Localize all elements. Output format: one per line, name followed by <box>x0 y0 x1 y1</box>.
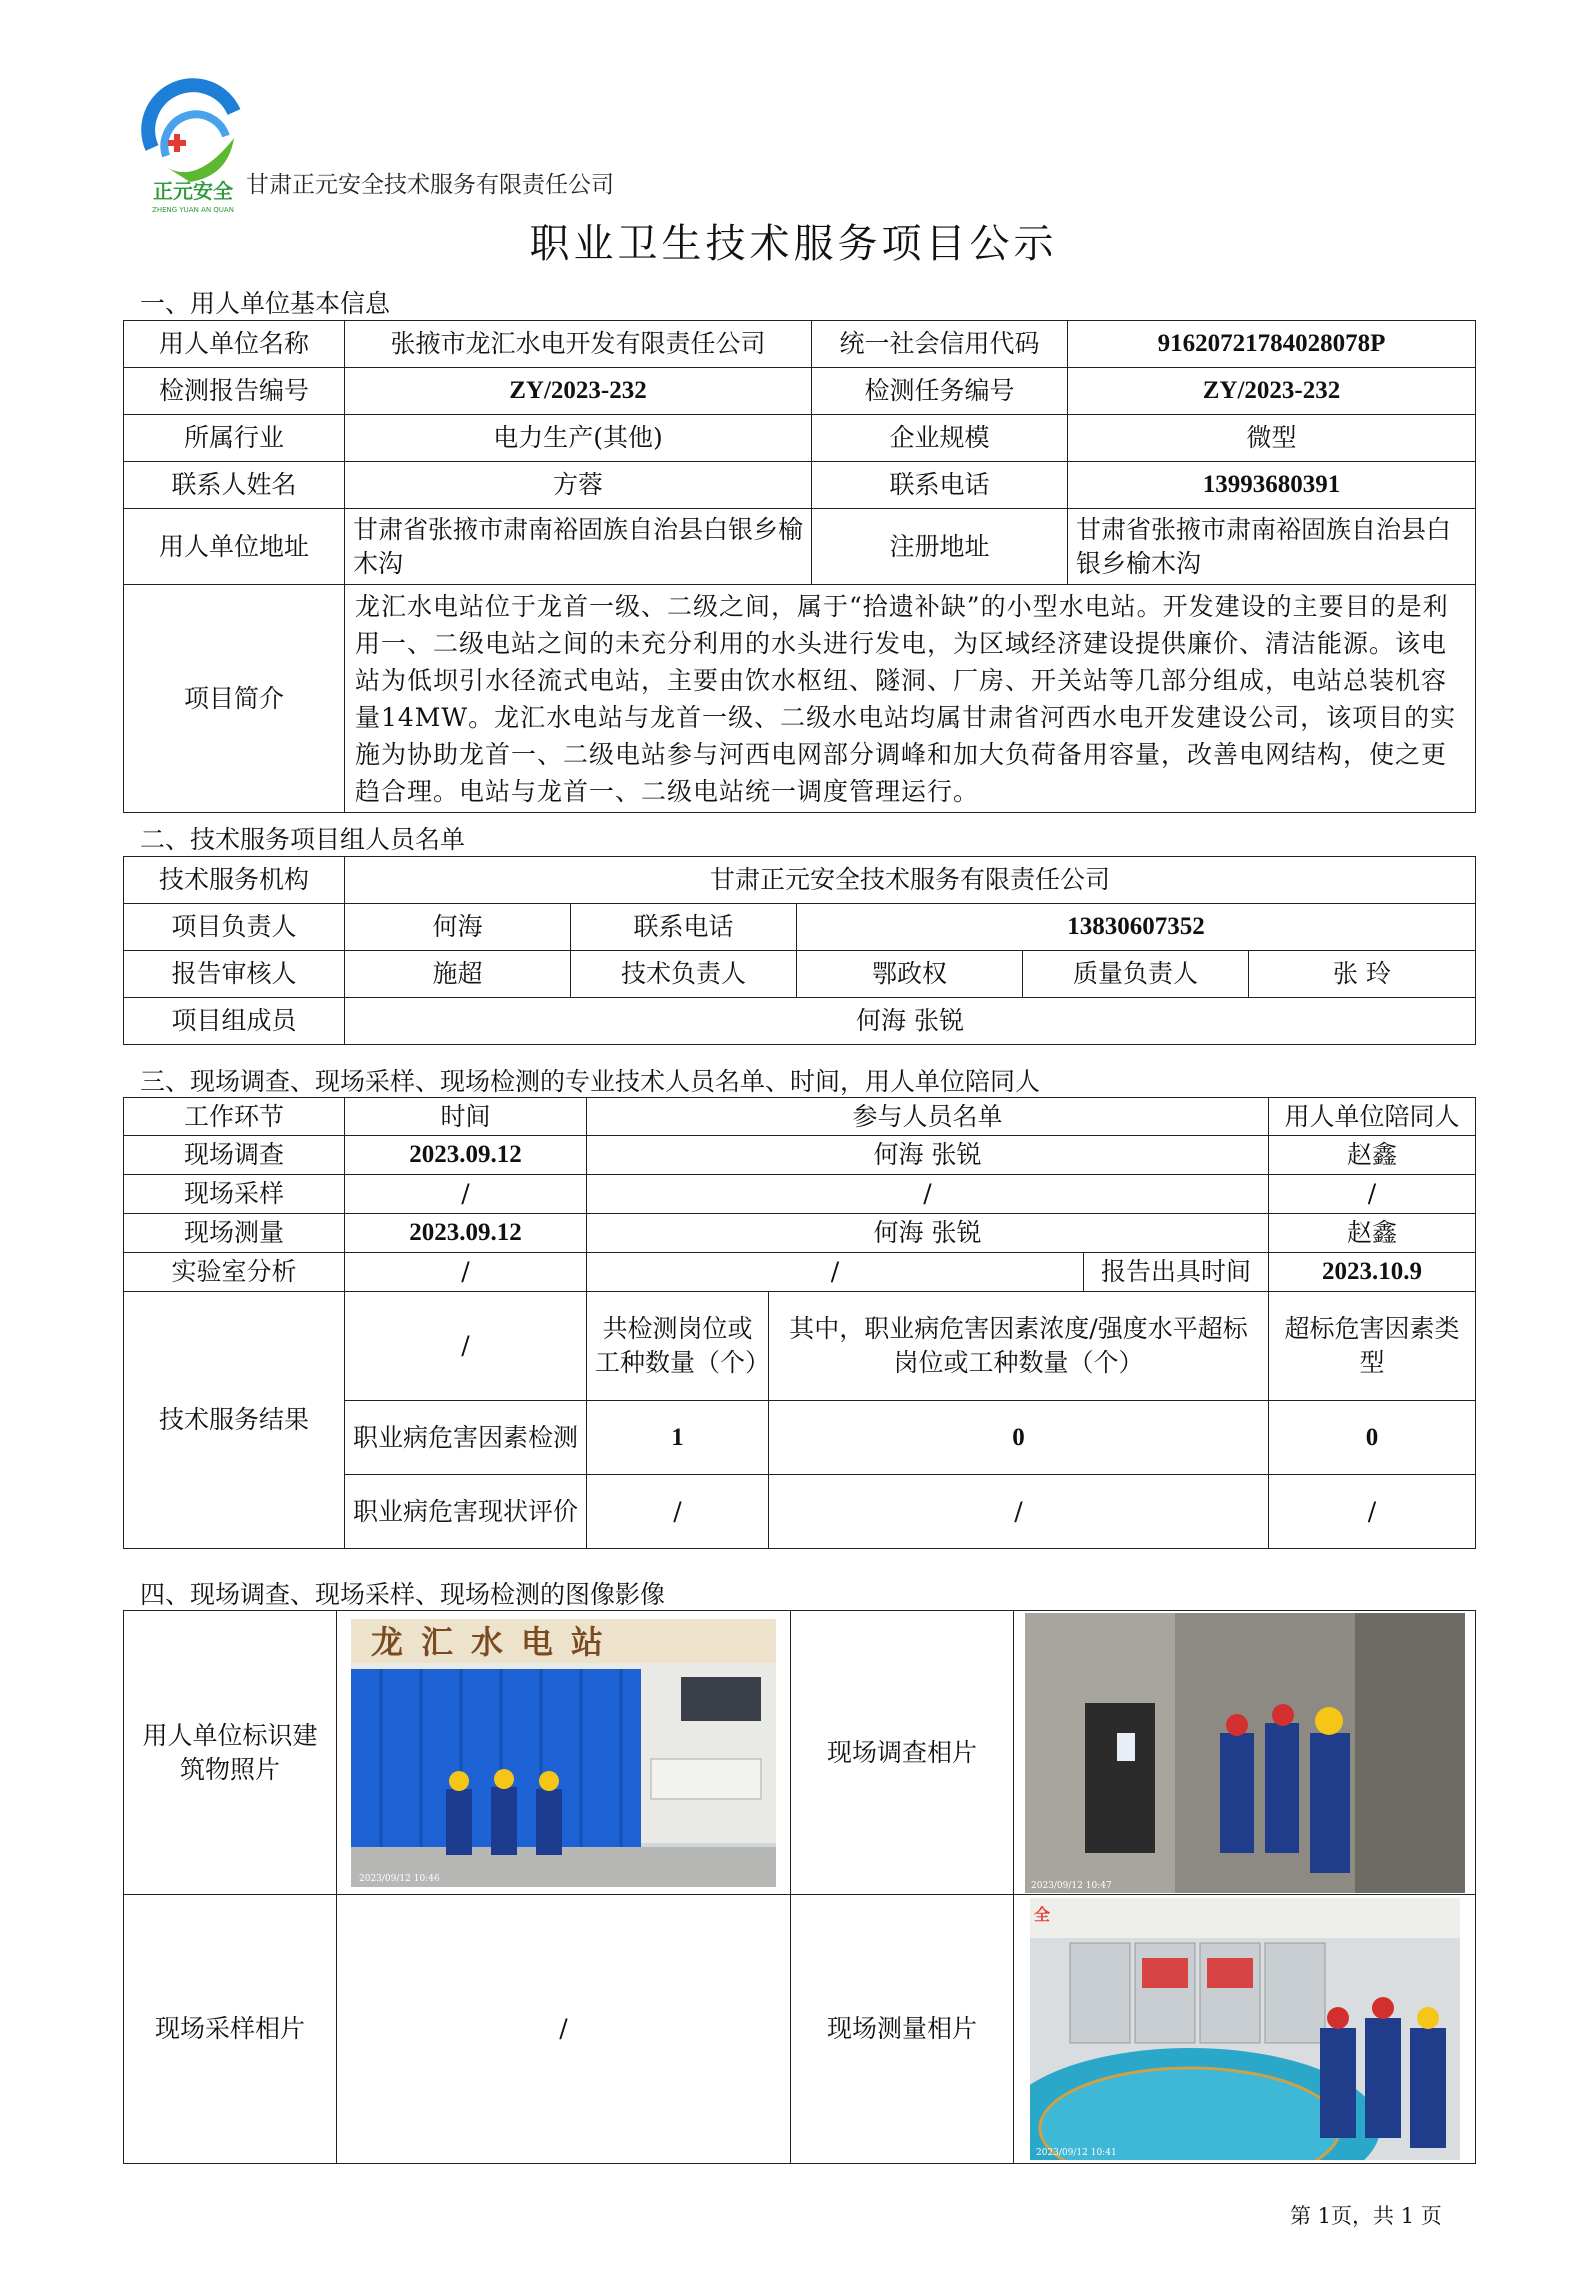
company-name: 甘肃正元安全技术服务有限责任公司 <box>246 172 614 198</box>
quality-label: 质量负责人 <box>1023 951 1249 998</box>
scale: 微型 <box>1068 415 1476 462</box>
credit-code: 91620721784028078P <box>1068 321 1476 368</box>
escort-cell: / <box>1269 1175 1476 1214</box>
svg-text:正元安全: 正元安全 <box>153 179 233 203</box>
unit-name: 张掖市龙汇水电开发有限责任公司 <box>345 321 812 368</box>
table-row <box>124 1136 1476 1175</box>
report-time: 2023.10.9 <box>1269 1253 1476 1292</box>
section-4-heading: 四、现场调查、现场采样、现场检测的图像影像 <box>140 1580 666 1609</box>
reg-address-label: 注册地址 <box>812 509 1068 585</box>
task-no-label: 检测任务编号 <box>812 368 1068 415</box>
members-label: 项目组成员 <box>124 998 345 1045</box>
report-reviewer: 施超 <box>345 951 571 998</box>
intro-label: 项目简介 <box>124 585 345 813</box>
svg-text:2023/09/12 10:47: 2023/09/12 10:47 <box>1030 1880 1112 1891</box>
industry: 电力生产(其他) <box>345 415 812 462</box>
result-type-cell: / <box>1269 1475 1476 1549</box>
people-header: 参与人员名单 <box>587 1098 1269 1136</box>
report-no-label: 检测报告编号 <box>124 368 345 415</box>
svg-text:ZHENG YUAN AN QUAN: ZHENG YUAN AN QUAN <box>152 206 234 214</box>
leader-phone: 13830607352 <box>797 904 1476 951</box>
result-exceed-cell: 0 <box>769 1401 1269 1475</box>
time-cell: 2023.09.12 <box>345 1214 587 1253</box>
measure-photo-label: 现场测量相片 <box>791 1895 1014 2164</box>
leader-phone-label: 联系电话 <box>571 904 797 951</box>
reg-address: 甘肃省张掖市肃南裕固族自治县白银乡榆木沟 <box>1068 509 1476 585</box>
photo-table <box>123 1610 1476 2164</box>
exceed-header: 其中，职业病危害因素浓度/强度水平超标岗位或工种数量（个） <box>769 1292 1269 1401</box>
section-1-heading: 一、用人单位基本信息 <box>140 289 391 318</box>
team-table <box>123 856 1476 1045</box>
building-photo-label: 用人单位标识建筑物照片 <box>124 1611 337 1895</box>
stage-cell: 现场采样 <box>124 1175 345 1214</box>
result-blank-header: / <box>345 1292 587 1401</box>
project-intro: 龙汇水电站位于龙首一级、二级之间，属于“拾遗补缺”的小型水电站。开发建设的主要目的是利用一、二级电站之间的未充分利用的水头进行发电，为区域经济建设提供廉价、清洁能源。该电站为低坝引水径流式电站，主要由饮水枢纽、隧洞、厂房、开关站等几部分组成，电站总装机容量14MW。龙汇水电站与龙首一级、二级水电站均属甘肃省河西水电开发建设公司，该项目的实施为协助龙首一、二级电站参与河西电网部分调峰和加大负荷备用容量，改善电网结构，使之更趋合理。电站与龙首一、二级电站统一调度管理运行。 <box>345 585 1476 813</box>
result-exceed-cell: / <box>769 1475 1269 1549</box>
contact-label: 联系人姓名 <box>124 462 345 509</box>
team-members: 何海 张锐 <box>345 998 1476 1045</box>
escort-header: 用人单位陪同人 <box>1269 1098 1476 1136</box>
project-leader: 何海 <box>345 904 571 951</box>
company-logo <box>138 78 248 218</box>
sampling-photo-value: / <box>337 1895 791 2164</box>
people-cell: 何海 张锐 <box>587 1136 1269 1175</box>
document-title: 职业卫生技术服务项目公示 <box>529 221 1058 267</box>
industry-label: 所属行业 <box>124 415 345 462</box>
leader-label: 项目负责人 <box>124 904 345 951</box>
report-time-label: 报告出具时间 <box>1084 1253 1269 1292</box>
stage-cell: 实验室分析 <box>124 1253 345 1292</box>
stage-cell: 现场调查 <box>124 1136 345 1175</box>
table-row <box>124 1253 1476 1292</box>
measure-photo-cell <box>1014 1895 1476 2164</box>
time-cell: 2023.09.12 <box>345 1136 587 1175</box>
credit-code-label: 统一社会信用代码 <box>812 321 1068 368</box>
table-row <box>124 1214 1476 1253</box>
time-cell: / <box>345 1253 587 1292</box>
service-org: 甘肃正元安全技术服务有限责任公司 <box>345 857 1476 904</box>
people-cell: 何海 张锐 <box>587 1214 1269 1253</box>
table-row <box>124 1175 1476 1214</box>
section-2-heading: 二、技术服务项目组人员名单 <box>140 825 466 854</box>
time-header: 时间 <box>345 1098 587 1136</box>
unit-name-label: 用人单位名称 <box>124 321 345 368</box>
result-name-cell: 职业病危害现状评价 <box>345 1475 587 1549</box>
task-no: ZY/2023-232 <box>1068 368 1476 415</box>
page-number: 第 1页，共 1 页 <box>1290 2204 1442 2228</box>
address: 甘肃省张掖市肃南裕固族自治县白银乡榆木沟 <box>345 509 812 585</box>
reviewer-label: 报告审核人 <box>124 951 345 998</box>
contact-phone: 13993680391 <box>1068 462 1476 509</box>
svg-text:2023/09/12 10:46: 2023/09/12 10:46 <box>359 1873 440 1884</box>
tech-label: 技术负责人 <box>571 951 797 998</box>
measurement-photo <box>1030 1898 1460 2160</box>
time-cell: / <box>345 1175 587 1214</box>
survey-photo-label: 现场调查相片 <box>791 1611 1014 1895</box>
report-no: ZY/2023-232 <box>345 368 812 415</box>
result-count-cell: 1 <box>587 1401 769 1475</box>
building-photo-cell <box>337 1611 791 1895</box>
result-type-cell: 0 <box>1269 1401 1476 1475</box>
svg-text:2023/09/12 10:41: 2023/09/12 10:41 <box>1035 2148 1117 2158</box>
contact-name: 方蓉 <box>345 462 812 509</box>
tech-lead: 鄂政权 <box>797 951 1023 998</box>
stage-cell: 现场测量 <box>124 1214 345 1253</box>
building-photo <box>351 1619 776 1887</box>
result-count-cell: / <box>587 1475 769 1549</box>
contact-phone-label: 联系电话 <box>812 462 1068 509</box>
svg-text:龙汇水电站: 龙汇水电站 <box>371 1622 622 1661</box>
count-header: 共检测岗位或工种数量（个） <box>587 1292 769 1401</box>
svg-text:全: 全 <box>1033 1905 1050 1924</box>
employer-info-table <box>123 320 1476 813</box>
type-header: 超标危害因素类型 <box>1269 1292 1476 1401</box>
stage-header: 工作环节 <box>124 1098 345 1136</box>
people-cell: / <box>587 1175 1269 1214</box>
survey-photo-cell <box>1014 1611 1476 1895</box>
address-label: 用人单位地址 <box>124 509 345 585</box>
survey-photo <box>1025 1613 1465 1893</box>
people-cell: / <box>587 1253 1084 1292</box>
quality-lead: 张 玲 <box>1249 951 1476 998</box>
sampling-photo-label: 现场采样相片 <box>124 1895 337 2164</box>
result-label: 技术服务结果 <box>124 1292 345 1549</box>
escort-cell: 赵鑫 <box>1269 1214 1476 1253</box>
section-3-heading: 三、现场调查、现场采样、现场检测的专业技术人员名单、时间，用人单位陪同人 <box>140 1067 1041 1096</box>
escort-cell: 赵鑫 <box>1269 1136 1476 1175</box>
scale-label: 企业规模 <box>812 415 1068 462</box>
result-name-cell: 职业病危害因素检测 <box>345 1401 587 1475</box>
fieldwork-table <box>123 1097 1476 1549</box>
org-label: 技术服务机构 <box>124 857 345 904</box>
